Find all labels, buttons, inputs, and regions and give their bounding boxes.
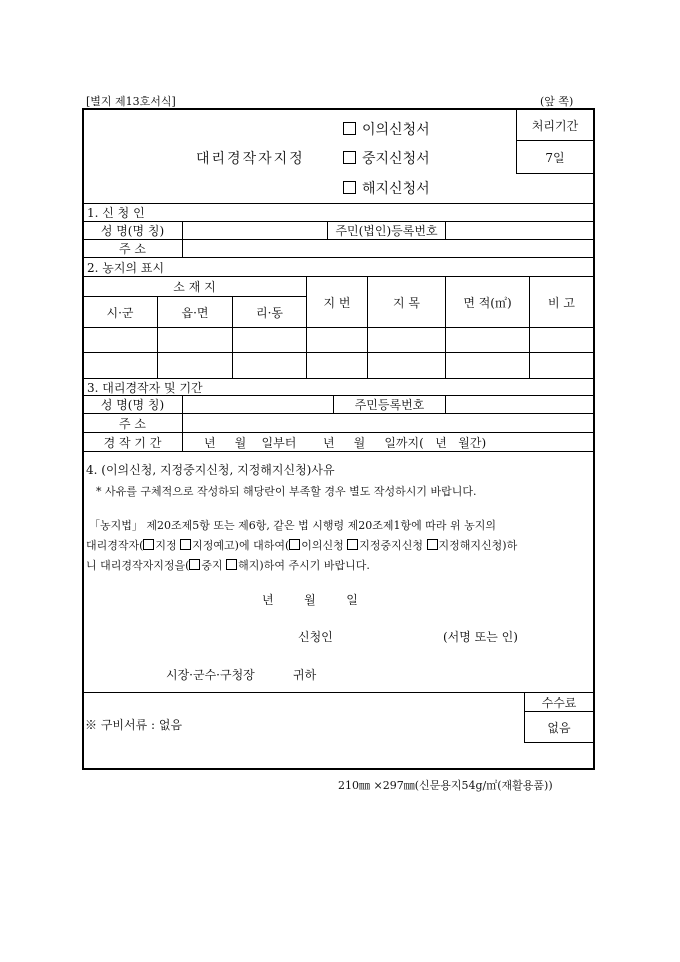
body-line-2a: 대리경작자( <box>86 539 144 552</box>
objection-label: 이의신청서 <box>362 122 430 138</box>
land-row-2[interactable] <box>83 353 593 378</box>
designation-notice-checkbox[interactable] <box>180 539 191 550</box>
fee-label: 수수료 <box>541 695 577 710</box>
col-jimok: 지 목 <box>393 295 420 310</box>
applicant-sign-label: 신청인 <box>298 630 333 644</box>
paper-spec: 210㎜ ×297㎜(신문용지54g/㎡(재활용품)) <box>338 779 553 792</box>
body-line-3 <box>86 557 370 573</box>
processing-period-label: 처리기간 <box>531 118 579 133</box>
body-line-2b: 지정 <box>155 539 181 552</box>
fee-value: 없음 <box>547 720 571 735</box>
applicant-address-label: 주 소 <box>119 242 146 256</box>
land-row-1[interactable] <box>83 328 593 352</box>
recipient-suffix: 귀하 <box>293 668 317 682</box>
cultivation-period-label: 경 작 기 간 <box>103 435 162 450</box>
termination-inline-checkbox[interactable] <box>427 539 438 550</box>
suspension-label: 중지신청서 <box>362 151 430 167</box>
objection-inline-checkbox[interactable] <box>289 539 300 550</box>
suspension-inline-checkbox[interactable] <box>347 539 358 550</box>
agent-name-label: 성 명(명 칭) <box>100 398 165 412</box>
side-label: (앞 쪽) <box>540 95 574 108</box>
col-jibeon: 지 번 <box>323 295 351 310</box>
location-label: 소 재 지 <box>173 280 216 294</box>
body-line-1: 「농지법」 제20조제5항 또는 제6항, 같은 법 시행령 제20조제1항에 따라 위 농지의 <box>89 519 496 532</box>
body-line-3b: 중지 <box>201 559 227 572</box>
form-title: 대리경작자지정 <box>196 151 305 167</box>
signature-label: (서명 또는 인) <box>443 630 518 644</box>
col-remarks: 비 고 <box>548 295 575 310</box>
recipient: 시장·군수·구청장 <box>166 668 255 682</box>
body-line-2 <box>86 537 517 553</box>
option-objection[interactable] <box>343 119 430 139</box>
body-line-2f: 지정해지신청)하 <box>438 539 518 552</box>
section2-heading: 2. 농지의 표시 <box>87 260 165 275</box>
section1-heading: 1. 신 청 인 <box>87 206 145 220</box>
objection-checkbox[interactable] <box>343 122 356 135</box>
section3-heading: 3. 대리경작자 및 기간 <box>87 380 203 395</box>
section4-heading: 4. (이의신청, 지정중지신청, 지정해지신청)사유 <box>86 463 335 477</box>
processing-period-value: 7일 <box>545 150 565 165</box>
col-eupmyeon: 읍·면 <box>181 305 209 320</box>
date-line: 년 월 일 <box>262 593 358 607</box>
suspension-checkbox[interactable] <box>343 151 356 164</box>
cancel-checkbox[interactable] <box>226 559 237 570</box>
body-line-2c: 지정예고)에 대하여( <box>192 539 290 552</box>
body-line-2d: 이의신청 <box>301 539 348 552</box>
agent-address-label: 주 소 <box>119 416 146 431</box>
designation-checkbox[interactable] <box>143 539 154 550</box>
agent-reg-label: 주민등록번호 <box>354 398 425 412</box>
cultivation-period-value: 년 월 일부터 년 월 일까지( 년 월간) <box>204 435 487 450</box>
body-line-3c: 해지)하여 주시기 바랍니다. <box>238 559 370 572</box>
termination-label: 해지신청서 <box>362 181 430 197</box>
option-termination[interactable] <box>343 178 430 198</box>
body-line-3a: 니 대리경작자지정을( <box>86 559 190 572</box>
applicant-name-label: 성 명(명 칭) <box>100 224 165 238</box>
required-documents: ※ 구비서류 : 없음 <box>85 718 183 732</box>
stop-checkbox[interactable] <box>189 559 200 570</box>
col-area: 면 적(㎡) <box>463 295 512 310</box>
reason-note: * 사유를 구체적으로 작성하되 해당란이 부족할 경우 별도 작성하시기 바랍니다. <box>96 485 477 498</box>
body-line-2e: 지정중지신청 <box>359 539 427 552</box>
termination-checkbox[interactable] <box>343 181 356 194</box>
col-ridong: 리·동 <box>256 305 283 320</box>
option-suspension[interactable] <box>343 148 430 168</box>
col-sigun: 시·군 <box>106 305 134 320</box>
form-number-label: [별지 제13호서식] <box>86 95 176 108</box>
applicant-reg-label: 주민(법인)등록번호 <box>335 224 438 238</box>
